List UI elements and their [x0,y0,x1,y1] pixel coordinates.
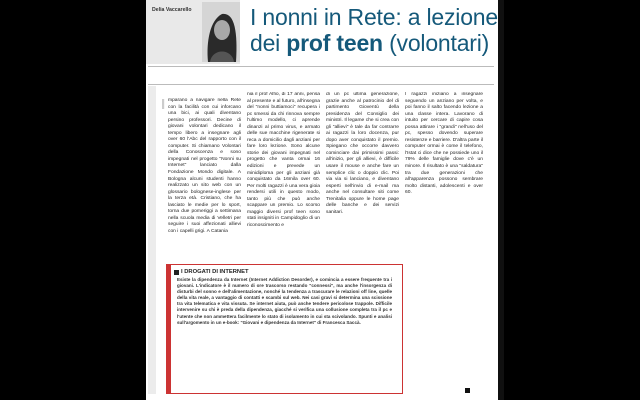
box-bullet-square [174,270,179,275]
magazine-page [146,0,498,400]
article-column-4: I ragazzi iniziano a insegnare seguendo un anziano per volta, e poi fanno il salto facendo lezione a una classe intera. Lavorano di intuito per cercare di capire cosa possa attirare i "grandi" nell'uso del pc, spesso dovendo superare resistenze e barriere. D'altra parte il computer ormai è come il telefono, l'Istat ci dice che ne possiede uno il 79% delle famiglie dove c'è un minore. Il risultato è una "saldatura" tra due generazioni che all'apparenza possono sembrare molto distanti, adolescenti e over 60. [405,92,483,196]
article-title-line-1: I nonni in Rete: a lezione [250,4,498,30]
article-column-1: mparano a navigare nella Rete con la facilità con cui inforcano una bici, ai quali diventano persino professori. Decine di giovani volontari dedicano il tempo libero a insegnare agli over 60 l'Abc del rapporto con il computer. Si chiamano Volontari della Conoscenza e sono impegnati nel progetto "Nonni su Internet" lanciato dalla Fondazione Mondo digitale. A Bologna alcuni studenti hanno realizzato un sito web con un glossario bolognese-inglese per la terza età. Cristiano, che ha lasciato le medie per lo sport, torna due pomeriggi a settimana nella scuola media di Velletri per seguire i suoi affezionati allievi con i capelli grigi. A Catania [168,98,241,234]
article-title-line-2 [250,30,489,56]
side-margin-band [148,86,156,394]
page-spine [498,0,504,400]
box-title: I DROGATI DI INTERNET [181,269,249,275]
article-column-3: di un pc ultima generazione, grazie anche al patrocinio del di partimento Gioventù della presidenza del Consiglio dei ministri. Il legame che si crea con gli "allievi" è tale da far contrarre ai ragazzi la loro docenza, pur dopo aver conquistato il premio. Spiegano che occorre davvero cominciare dai primissimi passi: all'inizio, per gli allievi, è difficile usare il mouse e anche fare un semplice clic o doppio clic. Poi via via si lanciano, e diventano esperti nell'invio di e-mail ma anche nel consultare siti come Trenitalia oppure le home page delle banche e dei servizi sanitari. [326,92,399,215]
divider-rule [148,84,494,85]
title-bold: prof teen [286,30,383,56]
sidebar-box-internet-addiction [166,264,403,394]
drop-cap: I [161,96,166,113]
box-text: Esiste la dipendenza da Internet (Internet Addiction Desorder), e comincia a essere frequente tra i giovani. L'indicatore è il numero di ore trascorso restando "connessi", ma anche l'insorgenza di disturbi del sonno e dell'alimentazione, nonché la tendenza a trascurare le relazioni off line, quelle della vita reale, a vantaggio di contatti e scambi sul web. Nei casi gravi si determina una scissione tra vita telematica e vita vissuta. Se internet aiuta, può anche tendere pericolose trappole. Difficile intervenire su chi è preda della dipendenza, giacché si verifica una collusione completa tra il pc e l'utente che non ammettera facilmente lo stato di isolamento in cui sta scivolando. Spunti e analisi sull'argomento in un e-book: "Giovani e dipendenza da Internet" di Francesca Saccà. [177,277,392,325]
author-box [146,0,240,64]
title-pre: dei [250,30,287,56]
article-column-2: nia il prof Alfio, di 17 anni, pensa al presente e al futuro, all'insegna del "nonni buttiamoci" recupera i pc smessi da chi rinnova sempre l'ultimo modello, ci aprende dinanzi al primo virus, e armato delle sue macchine rigenerate si reca a domicilio dagli anziani per fare loro lezione. Sono alcune storie dei giovani impegnati nel progetto che vanta ormai 16 edizioni e prevede un minidiploma per gli anziani già conquistato da 16mila over 60. Per molti ragazzi è una vera gioia rendersi utili in questo modo, tanto più che può anche scappare un premio. Lo scorso maggio diversi prof teen sono stati insigniti in Campidoglio di un riconoscimento e [247,92,320,228]
author-name: Delia Vaccarello [152,7,192,13]
author-photo [202,2,240,62]
box-accent-bar [167,265,171,393]
divider-rule [148,66,494,67]
end-of-article-mark [465,388,470,393]
author-photo-image [202,2,240,62]
facing-page-edge [498,0,640,400]
title-post: (volontari) [382,30,490,56]
